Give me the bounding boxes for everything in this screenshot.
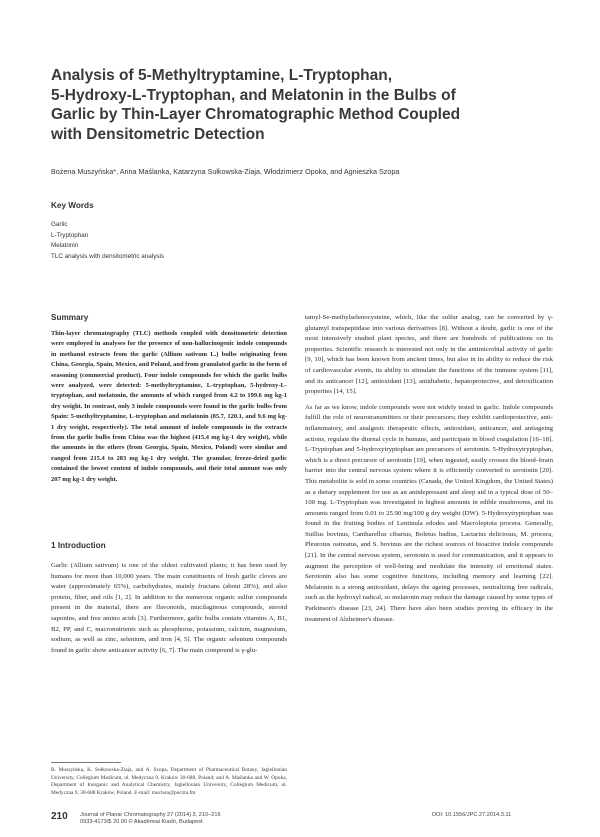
footnote-divider (51, 762, 121, 763)
journal-line: 0933-4173/$ 20.00 © Akadémiai Kiadó, Budapest (80, 819, 203, 825)
article-title (51, 66, 551, 144)
author-list: Bożena Muszyńska*, Anna Maślanka, Katarzyna Sułkowska-Ziaja, Włodzimierz Opoka, and Agnieszka Szopa (51, 167, 400, 176)
author-affiliation-footnote: B. Muszyńska, K. Sułkowska-Ziaja, and A. Szopa, Department of Pharmaceutical Botany, Jagiellonian University, Collegium Medicum, ul. Medyczna 9, Kraków 30-688, Poland; and A. Maślanka and W. Opoka, Department of Inorganic and Analytical Chemistry, Jagiellonian University, Collegium Medicum, ul. Medyczna 9, 30-688 Kraków, Poland. E-mail: muchon@poczta.fm (51, 767, 287, 796)
journal-line: Journal of Planar Chromatography 27 (2014) 3, 210–216 (80, 812, 221, 818)
title-line: Analysis of 5-Methyltryptamine, L-Tryptophan, (51, 67, 393, 84)
right-column (305, 313, 553, 630)
introduction-text: Garlic (Allium sativum) is one of the oldest cultivated plants; it has been used by humans for more than 10,000 years. The main constituents of fresh garlic cloves are water (approximately 65%), carbohydrates, mainly fructans (about 28%), and also protein, fiber, and oils [1, 2]. In addition to the numerous organic sulfur compounds present in the material, there are flavonoids, mucilaginous compounds, steroid saponins, and free amino acids [3]. Furthermore, garlic bulbs contain vitamins A, B1, B2, PP, and C, macronutrients such as phosphorus, potassium, calcium, magnesium, sodium, as well as zinc, selenium, and iron [4, 5]. The organic selenium compounds found in garlic show anticancer activity [6, 7]. The main compound is γ-glu- (51, 562, 287, 654)
summary-text: Thin-layer chromatography (TLC) methods coupled with densitometric detection were employed in analyses for the presence of non-hallucinogenic indole compounds in methanol extracts from the garlic (Allium sativum L.) bulbs originating from China, Georgia, Spain, Mexico, and Poland, and from granulated garlic in the form of seasoning (commercial product). Four indole compounds for which the garlic bulbs were analyzed, were detected: 5-methyltryptamine, L-tryptophan, 5-hydroxy-L-tryptophan, and melatonin, the amounts of which ranged from 4.2 to 199.6 mg kg-1 dry weight. In contrast, only 3 indole compounds were found in the garlic bulbs from Spain: 5-methyltryptamine, L-tryptophan and melatonin (85.7, 120.1, and 9.6 mg kg-1 dry weight, respectively). The total amount of indole compounds in the extracts from the garlic bulbs from China was the highest (415.4 mg kg-1 dry weight), while the amounts in the others (from Georgia, Spain, Mexico, Poland) were similar and ranged from 215.4 to 283 mg kg-1 dry weight. The granular, freeze-dried garlic contained the lowest content of indole compounds, and their total amount was only 207 mg kg-1 dry weight. (51, 330, 287, 483)
doi-text: DOI: 10.1556/JPC.27.2014.3.11 (432, 812, 512, 818)
page-number: 210 (51, 811, 68, 822)
title-line: with Densitometric Detection (51, 125, 265, 143)
introduction-heading: 1 Introduction (51, 541, 106, 550)
keyword-item: TLC analysis with densitometric analysis (51, 252, 165, 260)
keyword-item: L-Tryptophan (51, 231, 89, 239)
keywords-heading: Key Words (51, 201, 94, 210)
title-line: Garlic by Thin-Layer Chromatographic Method Coupled (51, 106, 461, 123)
body-paragraph: tamyl-Se-methylselenocysteine, which, like the sulfur analog, can be converted by γ-glutamyl transpeptidase into various derivatives [8]. Without a doubt, garlic is one of the most intensively studied plant species, and there are hundreds of publications on its properties. Scientific research is interested not only in the antimicrobial activity of garlic [9, 10], which has been known from ancient times, but also in its ability to reduce the risk of cardiovascular events, its ability to stimulate the functions of the immune system [11], and its anticancer [12], antioxidant [13], antidiabetic, hepatoprotective, and detoxification properties [14, 15]. (305, 314, 553, 396)
keywords-list (51, 220, 164, 262)
summary-heading: Summary (51, 313, 89, 322)
journal-citation (80, 812, 221, 826)
keyword-item: Garlic (51, 221, 68, 228)
body-paragraph: As far as we know, indole compounds were not widely tested in garlic. Indole compounds fulfill the role of neurotransmitters or their precursors; they exhibit cardioprotective, anti-inflammatory, and analgesic therapeutic effects, antioxidant, anticancer, and antiageing actions, regulate the diurnal cycle in humans, and participate in blood coagulation [16–18]. L-Tryptophan and 5-hydroxytryptophan are precursors of serotonin. 5-Hydroxytryptophan, which is a direct precursor of serotonin [19], when ingested, easily crosses the blood–brain barrier into the central nervous system where it is efficiently converted to serotonin [20]. This metabolite is sold in some countries (Canada, the United Kingdom, the United States) as a dietary supplement for use as an antidepressant and sleep aid in a typical dose of 50–100 mg. L-Tryptophan was investigated in highest amounts in edible mushrooms, and its amounts ranged from 0.01 to 25.90 mg/100 g dry weight (DW). 5-Hydroxytryptophan was found in the fruiting bodies of Lentinula edodes and Macrolepiota procera. Generally, Suillus bovinus, Cantharellus cibarius, Boletus badius, Lactarius deliciosus, M. procera, Pleurotus ostreatus, and S. bovinus are the richest sources of bioactive indole compounds [21]. In the central nervous system, serotonin is used for communication, and it appears to augment the perception of well-being and modulate the intensity of emotional states. Serotonin also has some cognitive functions, including memory and learning [22]. Melatonin is a strong antioxidant, delays the ageing processes, neutralizing free radicals, such as the hydroxyl radical, so melatonin may reduce the damage caused by some types of Parkinson's disease [23, 24]. There have also been studies proving its efficacy in the treatment of Alzheimer's disease. (305, 403, 553, 623)
title-line: 5-Hydroxy-L-Tryptophan, and Melatonin in the Bulbs of (51, 86, 456, 104)
keyword-item: Melatonin (51, 242, 79, 250)
summary-section (51, 313, 287, 485)
